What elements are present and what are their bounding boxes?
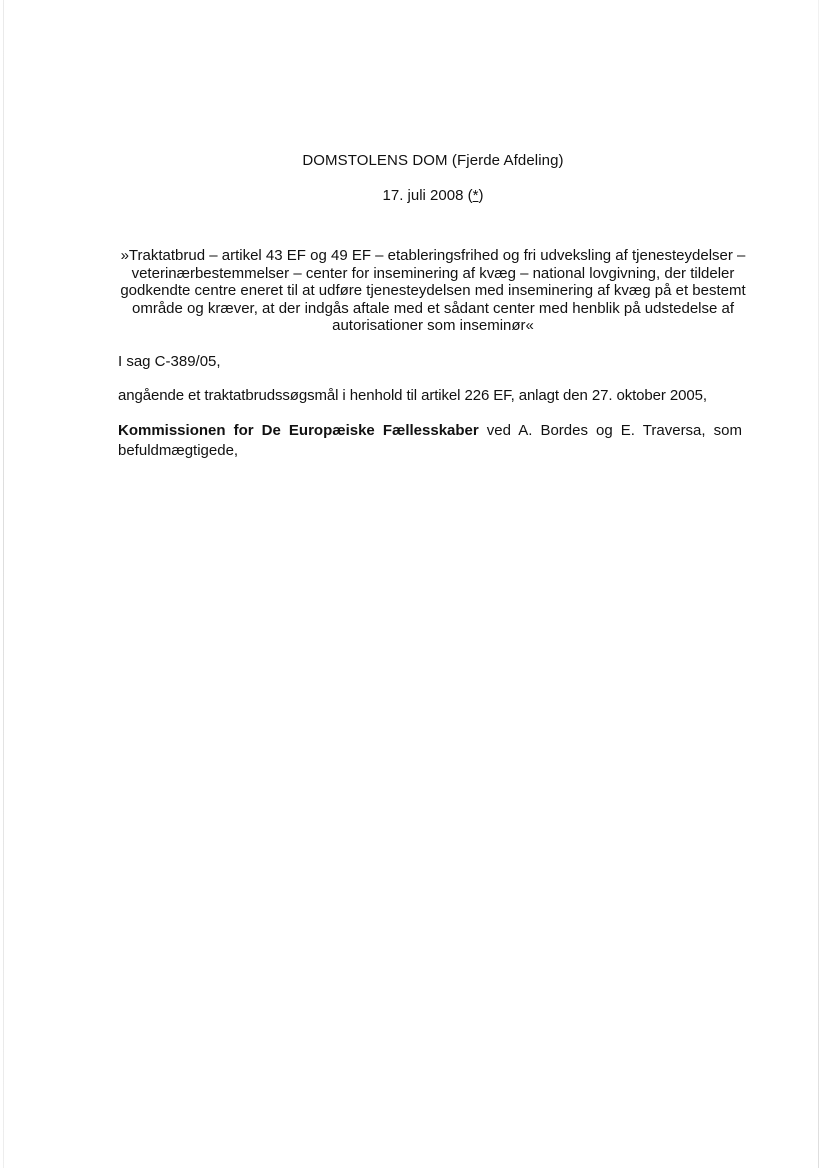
- action-description: angående et traktatbrudssøgsmål i henhold til artikel 226 EF, anlagt den 27. oktober 2005,: [118, 387, 707, 404]
- footnote-open: (: [463, 187, 473, 204]
- judgment-date: [0, 187, 825, 204]
- subject-keywords: »Traktatbrud – artikel 43 EF og 49 EF – etableringsfrihed og fri udveksling af tjenesteydelser – veterinærbestemmelser – center for inseminering af kvæg – national lovgivning, der tildeler godkendte centre eneret til at udføre tjenesteydelsen med inseminering af kvæg på et bestemt område og kræver, at der indgås aftale med et sådant center med henblik på udstedelse af autorisationer som inseminør«: [120, 247, 746, 335]
- scan-edge-right: [818, 0, 819, 1168]
- date-text: 17. juli 2008: [382, 187, 464, 204]
- scan-edge-left: [3, 0, 4, 1168]
- judgment-title: DOMSTOLENS DOM (Fjerde Afdeling): [302, 152, 564, 169]
- applicant-party: [118, 421, 742, 461]
- party-name: Kommissionen for De Europæiske Fællesskaber: [118, 422, 479, 439]
- party-representatives: ved A. Bordes og E. Traversa, som befuldmægtigede,: [118, 422, 742, 459]
- footnote-link[interactable]: *: [472, 187, 479, 204]
- footnote-close: ): [478, 187, 484, 204]
- case-reference: I sag C-389/05,: [118, 353, 221, 370]
